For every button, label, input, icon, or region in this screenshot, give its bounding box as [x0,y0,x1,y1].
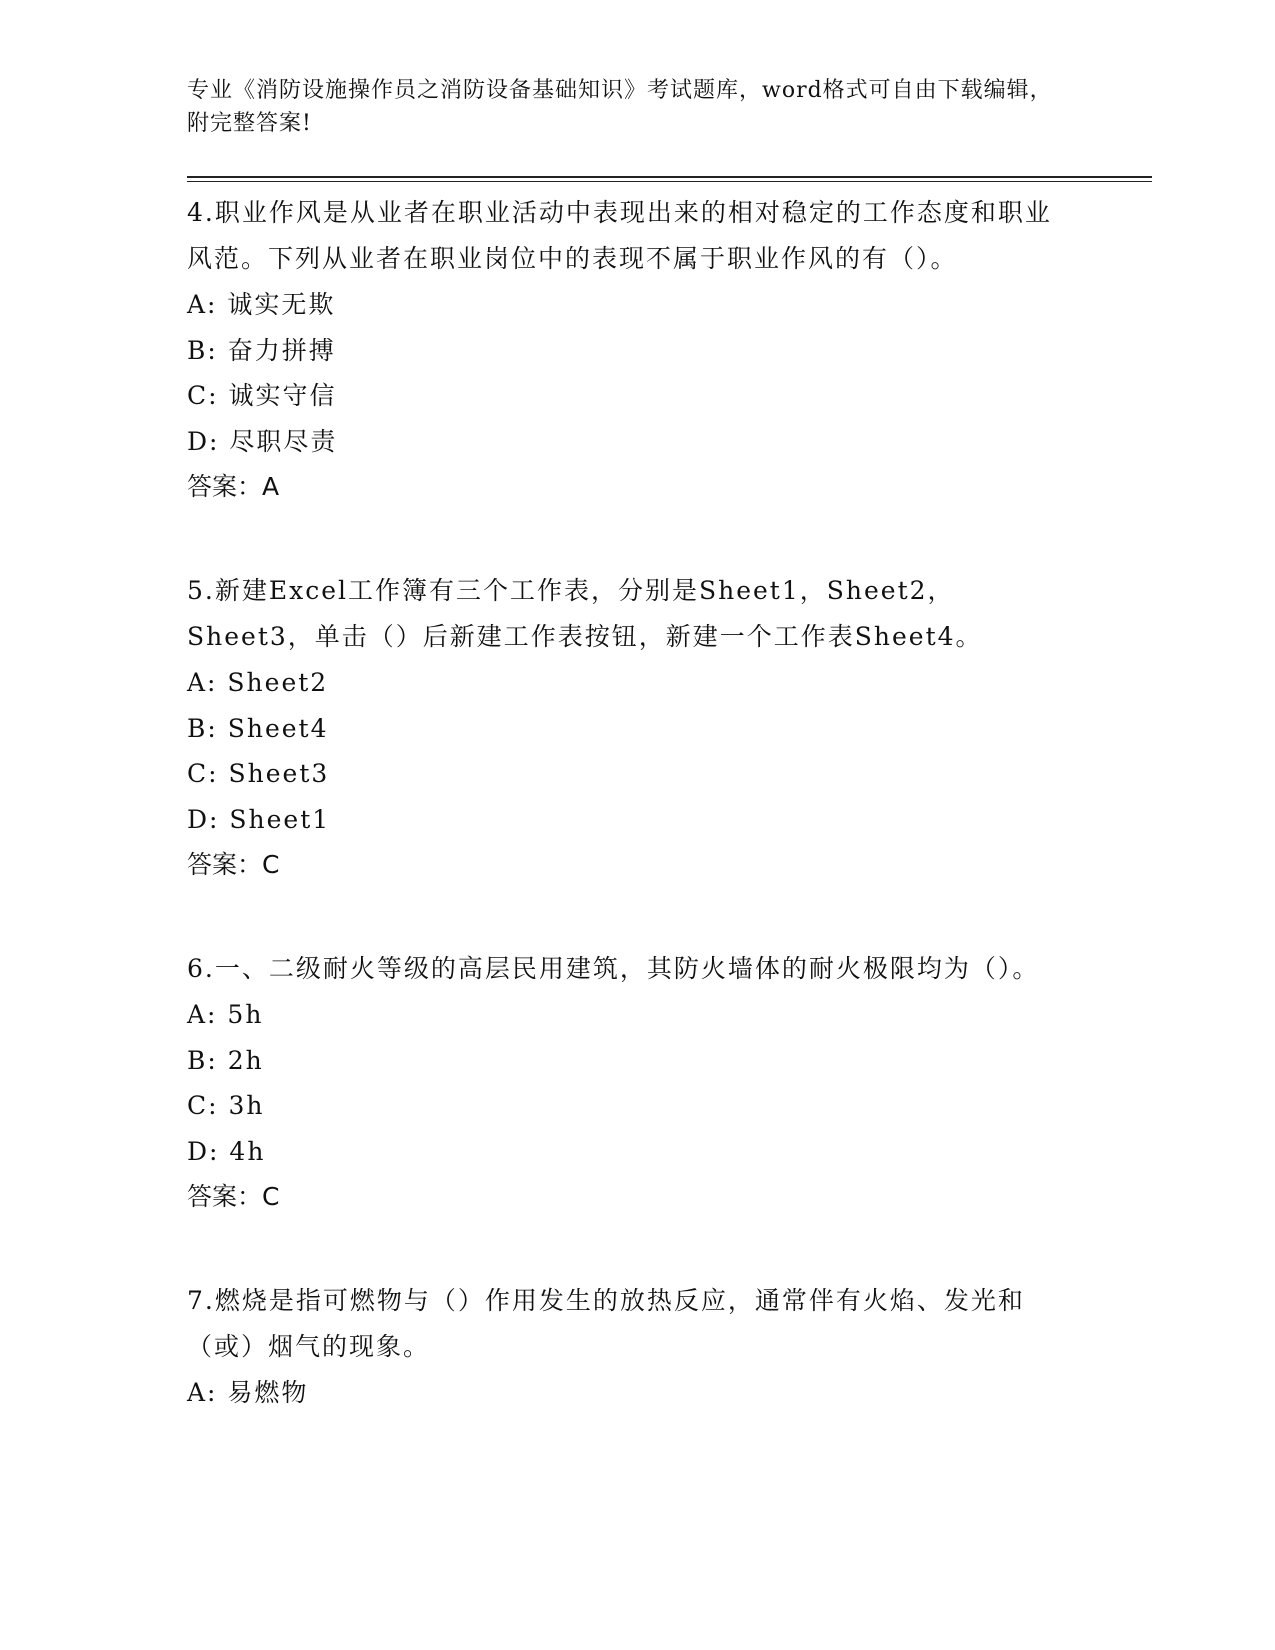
question-option: B: 2h [187,1045,264,1075]
question-item [187,946,1067,1220]
question-answer: 答案：C [187,1182,280,1211]
question-answer: 答案：C [187,850,280,879]
question-stem: 5.新建Excel工作簿有三个工作表，分别是Sheet1，Sheet2，Sheet3，单击（）后新建工作表按钮，新建一个工作表Sheet4。 [187,576,983,651]
question-stem: 4.职业作风是从业者在职业活动中表现出来的相对稳定的工作态度和职业风范。下列从业者在职业岗位中的表现不属于职业作风的有（）。 [187,198,1052,273]
question-option: C: 诚实守信 [187,381,337,410]
question-stem: 7.燃烧是指可燃物与（）作用发生的放热反应，通常伴有火焰、发光和（或）烟气的现象。 [187,1286,1025,1361]
question-option: A: 5h [187,1000,264,1029]
question-option: B: 奋力拼搏 [187,335,336,365]
question-item [187,568,1067,888]
question-option: C: 3h [187,1091,265,1120]
question-list [187,190,1067,1474]
question-option: D: 4h [187,1136,266,1166]
header-divider [187,176,1152,182]
question-option: C: Sheet3 [187,759,330,788]
question-option: B: Sheet4 [187,713,329,743]
question-option: D: 尽职尽责 [187,426,338,456]
question-option: A: Sheet2 [187,668,329,697]
question-option: A: 诚实无欺 [187,290,336,319]
question-stem: 6.一、二级耐火等级的高层民用建筑，其防火墙体的耐火极限均为（）。 [187,954,1040,983]
question-answer: 答案：A [187,472,280,501]
question-option: A: 易燃物 [187,1378,309,1407]
question-item [187,190,1067,510]
question-option: D: Sheet1 [187,804,331,834]
document-intro: 专业《消防设施操作员之消防设备基础知识》考试题库，word格式可自由下载编辑，附完整答案! [187,78,1053,136]
question-item [187,1278,1067,1416]
